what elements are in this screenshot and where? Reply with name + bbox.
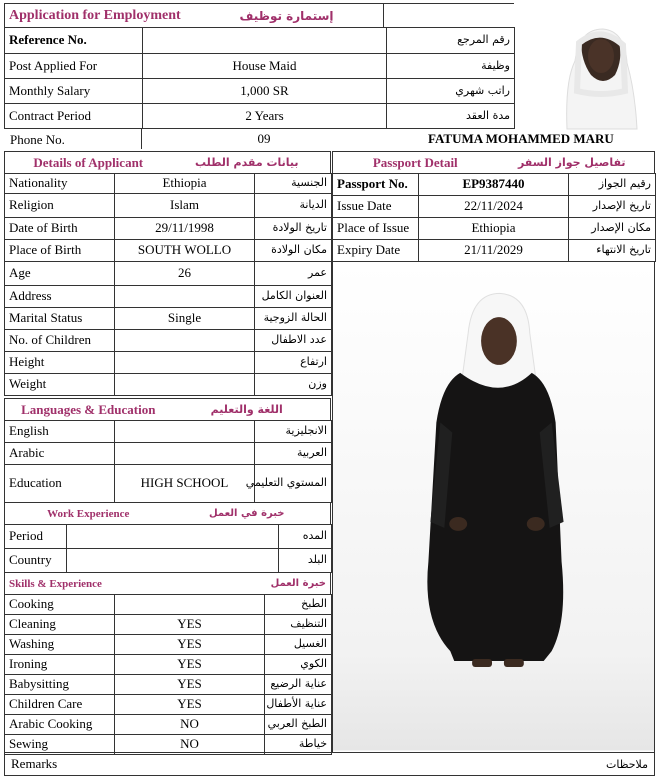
passport-row — [333, 174, 656, 196]
form-title-en: Application for Employment — [9, 7, 181, 23]
passport-label: Issue Date — [333, 196, 419, 218]
post-value: House Maid — [143, 54, 387, 79]
languages-table — [4, 420, 332, 503]
languages-header-en: Languages & Education — [21, 401, 156, 417]
skills-header-ar: خبرة العمل — [270, 578, 326, 589]
details-ar: عمر — [255, 262, 332, 286]
work-table — [4, 524, 332, 573]
phone-label: Phone No. — [4, 129, 142, 149]
skill-row — [5, 715, 332, 735]
skill-value: YES — [115, 635, 265, 655]
details-label: Religion — [5, 194, 115, 218]
skill-value: YES — [115, 695, 265, 715]
details-value: SOUTH WOLLO — [115, 240, 255, 262]
skill-label: Washing — [5, 635, 115, 655]
phone-row — [4, 129, 424, 149]
work-row — [5, 525, 332, 549]
reference-ar: رقم المرجع — [387, 28, 515, 54]
details-value — [115, 352, 255, 374]
passport-value: Ethiopia — [419, 218, 569, 240]
passport-header — [332, 151, 655, 173]
details-row — [5, 174, 332, 194]
form-title-ar: إستمارة توظيف — [239, 8, 334, 23]
passport-ar: تاريخ الإصدار — [569, 196, 656, 218]
salary-value: 1,000 SR — [143, 79, 387, 104]
reference-value — [143, 28, 387, 54]
details-ar: مكان الولادة — [255, 240, 332, 262]
details-ar: عدد الاطفال — [255, 330, 332, 352]
skill-ar: عناية الأطفال — [265, 695, 332, 715]
details-ar: وزن — [255, 374, 332, 396]
details-label: No. of Children — [5, 330, 115, 352]
top-info-table — [4, 27, 515, 129]
reference-label: Reference No. — [5, 28, 143, 54]
skill-value: NO — [115, 715, 265, 735]
languages-row — [5, 421, 332, 443]
skills-table — [4, 594, 332, 755]
work-row — [5, 549, 332, 573]
skill-label: Sewing — [5, 735, 115, 755]
details-label: Marital Status — [5, 308, 115, 330]
work-ar: المده — [279, 525, 332, 549]
languages-label: Education — [5, 465, 115, 503]
details-header — [4, 151, 331, 173]
passport-value: 21/11/2029 — [419, 240, 569, 262]
details-ar: الحالة الزوجية — [255, 308, 332, 330]
skills-header — [4, 572, 331, 594]
passport-value: EP9387440 — [419, 174, 569, 196]
full-body-image-icon — [333, 262, 654, 752]
details-label: Nationality — [5, 174, 115, 194]
work-label: Country — [5, 549, 67, 573]
skill-label: Ironing — [5, 655, 115, 675]
contract-label: Contract Period — [5, 104, 143, 129]
details-ar: الجنسية — [255, 174, 332, 194]
passport-ar: تاريخ الانتهاء — [569, 240, 656, 262]
details-header-en: Details of Applicant — [33, 154, 144, 170]
post-ar: وظيفة — [387, 54, 515, 79]
languages-ar: الانجليزية — [255, 421, 332, 443]
details-row — [5, 352, 332, 374]
details-value — [115, 330, 255, 352]
languages-row — [5, 443, 332, 465]
title-right-border — [384, 3, 514, 27]
skill-ar: خياطة — [265, 735, 332, 755]
details-value — [115, 286, 255, 308]
work-header — [4, 502, 331, 524]
skill-value: YES — [115, 655, 265, 675]
contract-ar: مدة العقد — [387, 104, 515, 129]
details-ar: تاريخ الولادة — [255, 218, 332, 240]
skill-value: YES — [115, 675, 265, 695]
languages-row — [5, 465, 332, 503]
skill-ar: الطبخ — [265, 595, 332, 615]
post-row — [5, 54, 515, 79]
details-row — [5, 308, 332, 330]
languages-value: HIGH SCHOOL — [115, 465, 255, 503]
work-header-ar: خبرة في العمل — [209, 508, 285, 519]
details-row — [5, 330, 332, 352]
details-value: Single — [115, 308, 255, 330]
details-table — [4, 173, 332, 396]
details-value: Islam — [115, 194, 255, 218]
salary-label: Monthly Salary — [5, 79, 143, 104]
skill-row — [5, 635, 332, 655]
remarks-ar: ملاحظات — [606, 757, 648, 771]
skill-value — [115, 595, 265, 615]
skill-ar: التنظيف — [265, 615, 332, 635]
skill-row — [5, 595, 332, 615]
skill-label: Children Care — [5, 695, 115, 715]
languages-header-ar: اللغة والتعليم — [210, 403, 283, 416]
details-row — [5, 262, 332, 286]
details-value: 29/11/1998 — [115, 218, 255, 240]
work-value — [67, 525, 279, 549]
passport-value: 22/11/2024 — [419, 196, 569, 218]
portrait-photo — [515, 1, 655, 129]
contract-row — [5, 104, 515, 129]
languages-header — [4, 398, 331, 420]
passport-row — [333, 240, 656, 262]
work-ar: البلد — [279, 549, 332, 573]
details-value — [115, 374, 255, 396]
full-body-photo — [332, 262, 655, 752]
remarks-row — [4, 752, 655, 776]
work-value — [67, 549, 279, 573]
skill-row — [5, 615, 332, 635]
salary-ar: راتب شهري — [387, 79, 515, 104]
passport-label: Expiry Date — [333, 240, 419, 262]
skill-label: Cooking — [5, 595, 115, 615]
passport-header-ar: تفاصيل جواز السفر — [517, 156, 626, 169]
languages-value — [115, 421, 255, 443]
work-label: Period — [5, 525, 67, 549]
details-row — [5, 194, 332, 218]
languages-label: English — [5, 421, 115, 443]
form-title — [4, 3, 384, 27]
passport-header-en: Passport Detail — [372, 154, 458, 170]
details-value: Ethiopia — [115, 174, 255, 194]
details-ar: ارتفاع — [255, 352, 332, 374]
passport-table — [332, 173, 656, 262]
details-ar: الديانة — [255, 194, 332, 218]
reference-row — [5, 28, 515, 54]
skill-ar: عناية الرضيع — [265, 675, 332, 695]
remarks-label: Remarks — [11, 756, 58, 771]
skill-ar: الطبخ العربي — [265, 715, 332, 735]
post-label: Post Applied For — [5, 54, 143, 79]
languages-value — [115, 443, 255, 465]
applicant-name: FATUMA MOHAMMED MARU — [428, 131, 614, 146]
details-ar: العنوان الكامل — [255, 286, 332, 308]
skill-label: Arabic Cooking — [5, 715, 115, 735]
skill-ar: الكوي — [265, 655, 332, 675]
details-label: Weight — [5, 374, 115, 396]
details-row — [5, 286, 332, 308]
skill-value: YES — [115, 615, 265, 635]
skill-row — [5, 655, 332, 675]
work-header-en: Work Experience — [47, 507, 130, 520]
passport-row — [333, 218, 656, 240]
contract-value: 2 Years — [143, 104, 387, 129]
details-header-ar: بيانات مقدم الطلب — [194, 156, 299, 169]
skill-value: NO — [115, 735, 265, 755]
skill-label: Cleaning — [5, 615, 115, 635]
details-label: Height — [5, 352, 115, 374]
skill-label: Babysitting — [5, 675, 115, 695]
skill-row — [5, 695, 332, 715]
passport-ar: مكان الإصدار — [569, 218, 656, 240]
skill-ar: الغسيل — [265, 635, 332, 655]
skill-row — [5, 675, 332, 695]
passport-label: Place of Issue — [333, 218, 419, 240]
portrait-image-icon — [515, 1, 655, 129]
details-row — [5, 240, 332, 262]
languages-ar: العربية — [255, 443, 332, 465]
details-label: Place of Birth — [5, 240, 115, 262]
details-row — [5, 218, 332, 240]
details-label: Age — [5, 262, 115, 286]
phone-value: 09 — [257, 131, 271, 146]
languages-ar: المستوي التعليمي — [255, 465, 332, 503]
details-row — [5, 374, 332, 396]
salary-row — [5, 79, 515, 104]
passport-ar: رقيم الجواز — [569, 174, 656, 196]
skills-header-en: Skills & Experience — [9, 577, 102, 590]
passport-label: Passport No. — [333, 174, 419, 196]
details-label: Address — [5, 286, 115, 308]
languages-label: Arabic — [5, 443, 115, 465]
details-label: Date of Birth — [5, 218, 115, 240]
passport-row — [333, 196, 656, 218]
details-value: 26 — [115, 262, 255, 286]
